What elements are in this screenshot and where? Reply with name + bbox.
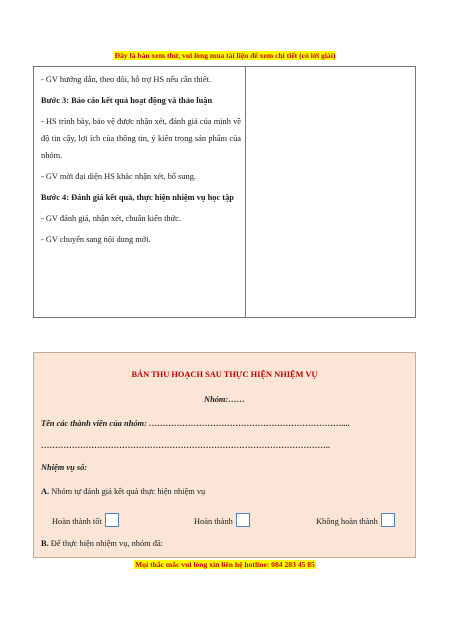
step-heading: Bước 3: Báo cáo kết quả hoạt động và thảo luận bbox=[41, 96, 213, 105]
activity-paragraph: - GV hướng dẫn, theo dõi, hỗ trợ HS nếu cần thiết. bbox=[41, 75, 212, 84]
option-incomplete[interactable] bbox=[316, 513, 395, 527]
task-number-label: Nhiệm vụ số: bbox=[41, 463, 88, 472]
option-incomplete-checkbox[interactable] bbox=[381, 513, 395, 527]
step-heading: Bước 4: Đánh giá kết quả, thực hiện nhiệm vụ học tập bbox=[41, 193, 234, 202]
activity-paragraph: - GV đánh giá, nhận xét, chuẩn kiến thức. bbox=[41, 214, 181, 223]
option-excellent-checkbox[interactable] bbox=[105, 513, 119, 527]
option-excellent[interactable] bbox=[52, 513, 119, 527]
section-a-letter: A. bbox=[41, 487, 50, 496]
activity-table bbox=[33, 66, 416, 318]
hotline-banner-text: Mọi thắc mắc vui lòng xin liên hệ hotline: 084 283 45 85 bbox=[135, 560, 315, 569]
section-a-text: Nhóm tự đánh giá kết quả thực hiện nhiệm vụ bbox=[51, 487, 206, 496]
hotline-banner bbox=[0, 560, 450, 569]
teacher-activity-cell bbox=[41, 71, 241, 252]
worksheet-box bbox=[33, 352, 416, 558]
activity-paragraph: - GV mời đại diện HS khác nhận xét, bổ sung. bbox=[41, 172, 197, 181]
section-a bbox=[41, 487, 411, 496]
option-complete-checkbox[interactable] bbox=[236, 513, 250, 527]
section-b-letter: B. bbox=[41, 539, 49, 548]
preview-banner bbox=[0, 51, 450, 60]
preview-banner-text: Đây là bản xem thử, vui lòng mua tài liệu để xem chi tiết (có lời giải) bbox=[114, 51, 336, 60]
option-complete[interactable] bbox=[194, 513, 250, 527]
option-excellent-label: Hoàn thành tốt bbox=[52, 517, 102, 526]
option-complete-label: Hoàn thành bbox=[194, 517, 233, 526]
members-line: Tên các thành viên của nhóm: …………………………………………………………….... bbox=[41, 419, 350, 428]
column-divider bbox=[245, 67, 246, 317]
dots-line: ………………………………………………………………………………………….. bbox=[41, 441, 330, 450]
section-b bbox=[41, 539, 411, 548]
activity-paragraph: - HS trình bày, báo vệ được nhận xét, đánh giá của mình về độ tin cậy, lợi ích của thông tin, ý kiến trong sản phẩm của nhóm. bbox=[41, 117, 241, 160]
section-b-text: Để thực hiện nhiệm vụ, nhóm đã: bbox=[50, 539, 164, 548]
worksheet-title: BẢN THU HOẠCH SAU THỰC HIỆN NHIỆM VỤ bbox=[131, 370, 318, 379]
activity-paragraph: - GV chuyển sang nội dung mới. bbox=[41, 235, 151, 244]
group-label: Nhóm:…… bbox=[204, 395, 245, 404]
option-incomplete-label: Không hoàn thành bbox=[316, 517, 378, 526]
